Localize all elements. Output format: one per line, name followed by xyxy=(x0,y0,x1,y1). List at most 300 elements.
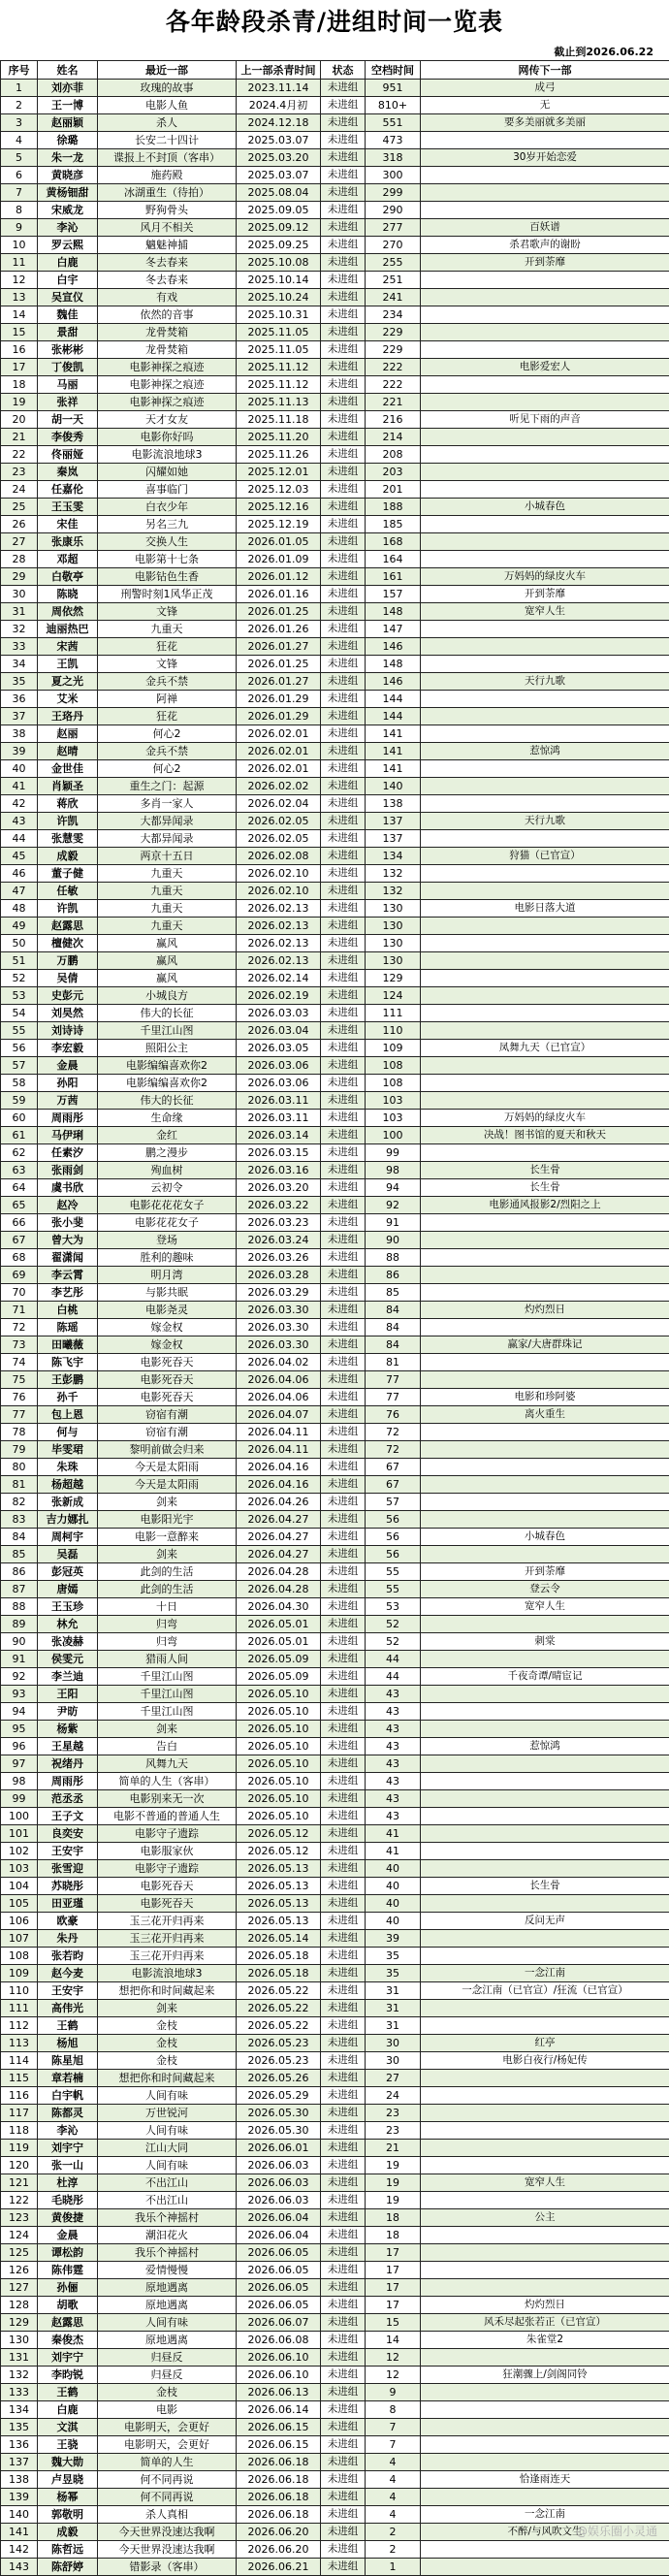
cell-name: 王彭鹏 xyxy=(38,1371,98,1389)
cell-status: 未进组 xyxy=(321,2541,366,2559)
cell-index: 49 xyxy=(1,918,38,935)
cell-wrap-date: 2026.02.13 xyxy=(237,935,321,952)
cell-gap: 300 xyxy=(366,167,421,184)
cell-name: 丁俊凯 xyxy=(38,359,98,376)
cell-name: 宋威龙 xyxy=(38,202,98,219)
cell-status: 未进组 xyxy=(321,2105,366,2122)
cell-latest: 黎明前做会归来 xyxy=(98,1441,237,1459)
table-row xyxy=(1,254,669,272)
cell-index: 103 xyxy=(1,1860,38,1878)
cell-wrap-date: 2026.06.18 xyxy=(237,2471,321,2489)
cell-gap: 56 xyxy=(366,1511,421,1529)
cell-latest: 交换人生 xyxy=(98,533,237,551)
cell-name: 祝绪丹 xyxy=(38,1755,98,1773)
cell-latest: 十日 xyxy=(98,1598,237,1616)
cell-index: 118 xyxy=(1,2122,38,2140)
cell-next: 刺棠 xyxy=(421,1633,669,1651)
table-row xyxy=(1,97,669,114)
cell-status: 未进组 xyxy=(321,865,366,883)
cell-index: 33 xyxy=(1,638,38,656)
cell-status: 未进组 xyxy=(321,2524,366,2541)
cell-next xyxy=(421,533,669,551)
cell-name: 杜淳 xyxy=(38,2174,98,2192)
cell-wrap-date: 2026.06.15 xyxy=(237,2436,321,2454)
cell-latest: 野狗骨头 xyxy=(98,202,237,219)
cell-index: 19 xyxy=(1,394,38,411)
cell-latest: 大都异闻录 xyxy=(98,813,237,830)
cell-wrap-date: 2025.10.24 xyxy=(237,289,321,306)
cell-gap: 103 xyxy=(366,1110,421,1127)
cell-name: 陈瑶 xyxy=(38,1319,98,1336)
table-row xyxy=(1,219,669,237)
cell-gap: 90 xyxy=(366,1232,421,1249)
cell-index: 12 xyxy=(1,272,38,289)
cell-latest: 电影神探之痕迹 xyxy=(98,394,237,411)
cell-gap: 473 xyxy=(366,132,421,149)
table-row xyxy=(1,673,669,691)
cell-name: 秦俊杰 xyxy=(38,2332,98,2349)
cell-next: 红亭 xyxy=(421,2035,669,2052)
cell-status: 未进组 xyxy=(321,1790,366,1808)
cell-index: 65 xyxy=(1,1197,38,1214)
cell-next: 一念江南 xyxy=(421,1965,669,1982)
header-next: 网传下一部 xyxy=(421,61,669,80)
cell-status: 未进组 xyxy=(321,1389,366,1406)
cell-wrap-date: 2025.10.14 xyxy=(237,272,321,289)
cell-latest: 此剑的生活 xyxy=(98,1581,237,1598)
cell-wrap-date: 2025.12.03 xyxy=(237,481,321,499)
cell-wrap-date: 2025.10.08 xyxy=(237,254,321,272)
cell-name: 肖颖圣 xyxy=(38,778,98,795)
cell-next xyxy=(421,1930,669,1948)
cell-latest: 两京十五日 xyxy=(98,848,237,865)
cell-latest: 电影明天，会更好 xyxy=(98,2419,237,2436)
cell-name: 王骁 xyxy=(38,2436,98,2454)
cell-latest: 伟大的长征 xyxy=(98,1005,237,1022)
cell-next xyxy=(421,289,669,306)
cell-gap: 31 xyxy=(366,1982,421,2000)
cell-name: 万鹏 xyxy=(38,952,98,970)
cell-index: 80 xyxy=(1,1459,38,1476)
cell-wrap-date: 2026.05.09 xyxy=(237,1651,321,1668)
table-row xyxy=(1,760,669,778)
cell-wrap-date: 2026.05.22 xyxy=(237,2017,321,2035)
cell-gap: 92 xyxy=(366,1197,421,1214)
cell-next: 惹惊鸿 xyxy=(421,743,669,760)
cell-latest: 金枝 xyxy=(98,2017,237,2035)
cell-latest: 爱情慢慢 xyxy=(98,2262,237,2279)
cell-index: 66 xyxy=(1,1214,38,1232)
cell-wrap-date: 2026.05.13 xyxy=(237,1913,321,1930)
cell-gap: 251 xyxy=(366,272,421,289)
cell-latest: 嫁金权 xyxy=(98,1336,237,1354)
header-name: 姓名 xyxy=(38,61,98,80)
cell-latest: 今天世界没速达我啊 xyxy=(98,2524,237,2541)
cell-latest: 白衣少年 xyxy=(98,499,237,516)
cell-wrap-date: 2026.01.29 xyxy=(237,691,321,708)
cell-gap: 85 xyxy=(366,1284,421,1302)
cell-latest: 千里江山图 xyxy=(98,1022,237,1040)
cell-index: 117 xyxy=(1,2105,38,2122)
cell-latest: 想把你和时间藏起来 xyxy=(98,2070,237,2087)
cell-status: 未进组 xyxy=(321,1494,366,1511)
cell-latest: 剑来 xyxy=(98,2000,237,2017)
cell-wrap-date: 2026.02.13 xyxy=(237,918,321,935)
cell-wrap-date: 2026.03.14 xyxy=(237,1127,321,1144)
cell-latest: 赢风 xyxy=(98,952,237,970)
cell-index: 24 xyxy=(1,481,38,499)
cell-gap: 124 xyxy=(366,987,421,1005)
cell-wrap-date: 2026.05.13 xyxy=(237,1860,321,1878)
cell-index: 96 xyxy=(1,1738,38,1755)
cell-wrap-date: 2026.02.05 xyxy=(237,830,321,848)
cell-status: 未进组 xyxy=(321,289,366,306)
cell-gap: 203 xyxy=(366,464,421,481)
table-row xyxy=(1,918,669,935)
cell-name: 刘宇宁 xyxy=(38,2349,98,2367)
table-row xyxy=(1,2122,669,2140)
cell-gap: 129 xyxy=(366,970,421,987)
cell-status: 未进组 xyxy=(321,691,366,708)
cell-status: 未进组 xyxy=(321,2384,366,2401)
cell-next xyxy=(421,132,669,149)
cell-gap: 4 xyxy=(366,2506,421,2524)
cell-next xyxy=(421,1546,669,1563)
cell-next xyxy=(421,1232,669,1249)
cell-name: 林允 xyxy=(38,1616,98,1633)
cell-wrap-date: 2026.06.18 xyxy=(237,2489,321,2506)
cell-gap: 17 xyxy=(366,2297,421,2314)
cell-next xyxy=(421,1948,669,1965)
cell-gap: 144 xyxy=(366,708,421,725)
cell-latest: 原地遇离 xyxy=(98,2332,237,2349)
cell-index: 104 xyxy=(1,1878,38,1895)
cell-name: 赵今麦 xyxy=(38,1965,98,1982)
table-row xyxy=(1,429,669,446)
table-row xyxy=(1,1144,669,1162)
cell-latest: 杀人 xyxy=(98,114,237,132)
cell-index: 141 xyxy=(1,2524,38,2541)
table-row xyxy=(1,1389,669,1406)
cell-latest: 金枝 xyxy=(98,2052,237,2070)
cell-status: 未进组 xyxy=(321,2471,366,2489)
cell-wrap-date: 2026.06.15 xyxy=(237,2419,321,2436)
cell-index: 73 xyxy=(1,1336,38,1354)
cell-wrap-date: 2026.05.01 xyxy=(237,1616,321,1633)
cell-gap: 108 xyxy=(366,1075,421,1092)
cell-next xyxy=(421,1703,669,1721)
cell-name: 金晨 xyxy=(38,2227,98,2244)
table-row xyxy=(1,2262,669,2279)
cell-wrap-date: 2026.06.03 xyxy=(237,2192,321,2209)
cell-latest: 照阳公主 xyxy=(98,1040,237,1057)
cell-next xyxy=(421,2017,669,2035)
cell-name: 周柯宇 xyxy=(38,1529,98,1546)
cell-index: 7 xyxy=(1,184,38,202)
cell-gap: 110 xyxy=(366,1022,421,1040)
cell-index: 107 xyxy=(1,1930,38,1948)
cell-gap: 109 xyxy=(366,1040,421,1057)
cell-status: 未进组 xyxy=(321,533,366,551)
cell-gap: 241 xyxy=(366,289,421,306)
cell-next xyxy=(421,2122,669,2140)
cell-gap: 31 xyxy=(366,2017,421,2035)
cell-wrap-date: 2026.05.23 xyxy=(237,2035,321,2052)
cell-name: 尹昉 xyxy=(38,1703,98,1721)
cell-wrap-date: 2026.05.22 xyxy=(237,2000,321,2017)
cell-next: 决战！图书馆的夏天和秋天 xyxy=(421,1127,669,1144)
cell-latest: 电影流浪地球3 xyxy=(98,1965,237,1982)
table-row xyxy=(1,1878,669,1895)
cell-index: 119 xyxy=(1,2140,38,2157)
cell-status: 未进组 xyxy=(321,1529,366,1546)
cell-gap: 18 xyxy=(366,2227,421,2244)
cell-status: 未进组 xyxy=(321,1686,366,1703)
cell-index: 52 xyxy=(1,970,38,987)
cell-latest: 电影神探之痕迹 xyxy=(98,376,237,394)
table-row xyxy=(1,1529,669,1546)
cell-next xyxy=(421,1319,669,1336)
cell-status: 未进组 xyxy=(321,621,366,638)
cell-latest: 九重天 xyxy=(98,865,237,883)
table-row xyxy=(1,987,669,1005)
cell-name: 白桃 xyxy=(38,1302,98,1319)
cell-index: 64 xyxy=(1,1179,38,1197)
cell-index: 78 xyxy=(1,1424,38,1441)
cell-name: 李俊秀 xyxy=(38,429,98,446)
cell-index: 36 xyxy=(1,691,38,708)
table-row xyxy=(1,1476,669,1494)
cell-wrap-date: 2026.06.03 xyxy=(237,2157,321,2174)
cell-index: 143 xyxy=(1,2559,38,2576)
table-row xyxy=(1,1913,669,1930)
cell-index: 5 xyxy=(1,149,38,167)
cell-gap: 40 xyxy=(366,1895,421,1913)
cell-latest: 人间有味 xyxy=(98,2157,237,2174)
cell-index: 70 xyxy=(1,1284,38,1302)
cell-next: 不醉/与风吹文生 xyxy=(421,2524,669,2541)
cell-index: 22 xyxy=(1,446,38,464)
cell-gap: 84 xyxy=(366,1336,421,1354)
cell-name: 白敬亭 xyxy=(38,568,98,586)
cell-gap: 99 xyxy=(366,1144,421,1162)
cell-next xyxy=(421,2262,669,2279)
cell-status: 未进组 xyxy=(321,1022,366,1040)
cell-latest: 多肖一家人 xyxy=(98,795,237,813)
cell-wrap-date: 2026.05.22 xyxy=(237,1982,321,2000)
cell-latest: 我乐个神摇村 xyxy=(98,2244,237,2262)
cell-latest: 窃宿有潮 xyxy=(98,1424,237,1441)
table-row xyxy=(1,2000,669,2017)
table-row xyxy=(1,2140,669,2157)
cell-status: 未进组 xyxy=(321,1040,366,1057)
cell-gap: 148 xyxy=(366,656,421,673)
cell-next xyxy=(421,341,669,359)
cell-gap: 67 xyxy=(366,1476,421,1494)
cell-latest: 电影编编喜欢你2 xyxy=(98,1075,237,1092)
cell-gap: 141 xyxy=(366,743,421,760)
cell-index: 63 xyxy=(1,1162,38,1179)
cell-next: 灼灼烈日 xyxy=(421,1302,669,1319)
cell-next: 一念江南（已官宣）/狂流（已官宣） xyxy=(421,1982,669,2000)
cell-status: 未进组 xyxy=(321,2297,366,2314)
cell-latest: 何心2 xyxy=(98,760,237,778)
cell-gap: 164 xyxy=(366,551,421,568)
cell-next: 赢家/大唐群珠记 xyxy=(421,1336,669,1354)
cell-gap: 12 xyxy=(366,2349,421,2367)
cell-gap: 91 xyxy=(366,1214,421,1232)
cell-latest: 伟大的长征 xyxy=(98,1092,237,1110)
cell-latest: 电影服家伙 xyxy=(98,1843,237,1860)
cell-gap: 132 xyxy=(366,865,421,883)
cell-index: 42 xyxy=(1,795,38,813)
cell-next xyxy=(421,2000,669,2017)
cell-wrap-date: 2026.05.14 xyxy=(237,1930,321,1948)
cell-next xyxy=(421,394,669,411)
cell-name: 吴宣仪 xyxy=(38,289,98,306)
table-row xyxy=(1,1930,669,1948)
cell-status: 未进组 xyxy=(321,2140,366,2157)
cell-wrap-date: 2026.02.14 xyxy=(237,970,321,987)
cell-next xyxy=(421,464,669,481)
cell-index: 39 xyxy=(1,743,38,760)
table-row xyxy=(1,411,669,429)
table-row xyxy=(1,1494,669,1511)
table-row xyxy=(1,1581,669,1598)
cell-index: 86 xyxy=(1,1563,38,1581)
cell-wrap-date: 2026.06.01 xyxy=(237,2140,321,2157)
cell-status: 未进组 xyxy=(321,2489,366,2506)
table-row xyxy=(1,533,669,551)
cell-index: 125 xyxy=(1,2244,38,2262)
cell-latest: 小城良方 xyxy=(98,987,237,1005)
cell-status: 未进组 xyxy=(321,2209,366,2227)
cell-wrap-date: 2026.05.26 xyxy=(237,2070,321,2087)
cell-status: 未进组 xyxy=(321,1563,366,1581)
cell-latest: 与影共眠 xyxy=(98,1284,237,1302)
cell-gap: 18 xyxy=(366,2209,421,2227)
cell-status: 未进组 xyxy=(321,1808,366,1825)
cell-status: 未进组 xyxy=(321,2087,366,2105)
cell-gap: 43 xyxy=(366,1790,421,1808)
cell-status: 未进组 xyxy=(321,900,366,918)
cell-name: 田亚瑾 xyxy=(38,1895,98,1913)
cell-next xyxy=(421,516,669,533)
cell-status: 未进组 xyxy=(321,1214,366,1232)
cell-status: 未进组 xyxy=(321,2314,366,2332)
page-title: 各年龄段杀青/进组时间一览表 xyxy=(0,0,669,45)
table-row xyxy=(1,1040,669,1057)
cell-gap: 76 xyxy=(366,1406,421,1424)
cell-status: 未进组 xyxy=(321,2000,366,2017)
cell-latest: 窃宿有潮 xyxy=(98,1406,237,1424)
cell-latest: 电影花花花女子 xyxy=(98,1197,237,1214)
cell-name: 马伊琍 xyxy=(38,1127,98,1144)
cell-gap: 161 xyxy=(366,568,421,586)
cell-status: 未进组 xyxy=(321,1267,366,1284)
cell-gap: 19 xyxy=(366,2174,421,2192)
cell-latest: 剑来 xyxy=(98,1721,237,1738)
cell-status: 未进组 xyxy=(321,2227,366,2244)
cell-name: 黄俊捷 xyxy=(38,2209,98,2227)
cell-wrap-date: 2026.05.10 xyxy=(237,1755,321,1773)
cell-latest: 人间有味 xyxy=(98,2122,237,2140)
cell-gap: 7 xyxy=(366,2419,421,2436)
cell-wrap-date: 2026.05.13 xyxy=(237,1895,321,1913)
cell-gap: 146 xyxy=(366,673,421,691)
cell-index: 111 xyxy=(1,2000,38,2017)
cell-status: 未进组 xyxy=(321,202,366,219)
table-row xyxy=(1,551,669,568)
cell-next xyxy=(421,2140,669,2157)
table-row xyxy=(1,743,669,760)
cell-latest: 千里江山图 xyxy=(98,1668,237,1686)
cell-status: 未进组 xyxy=(321,341,366,359)
table-row xyxy=(1,2541,669,2559)
cell-index: 59 xyxy=(1,1092,38,1110)
cell-index: 83 xyxy=(1,1511,38,1529)
cell-index: 75 xyxy=(1,1371,38,1389)
cell-index: 87 xyxy=(1,1581,38,1598)
cell-wrap-date: 2026.06.03 xyxy=(237,2174,321,2192)
cell-gap: 108 xyxy=(366,1057,421,1075)
table-row xyxy=(1,1546,669,1563)
cell-index: 25 xyxy=(1,499,38,516)
cell-gap: 299 xyxy=(366,184,421,202)
cell-index: 61 xyxy=(1,1127,38,1144)
cell-status: 未进组 xyxy=(321,1738,366,1755)
cell-wrap-date: 2026.04.06 xyxy=(237,1371,321,1389)
cell-latest: 闪耀如她 xyxy=(98,464,237,481)
cell-name: 黄杨钿甜 xyxy=(38,184,98,202)
cell-latest: 玫瑰的故事 xyxy=(98,80,237,97)
cell-index: 9 xyxy=(1,219,38,237)
cell-next: 万妈妈的绿皮火车 xyxy=(421,1110,669,1127)
cell-status: 未进组 xyxy=(321,97,366,114)
cell-latest: 杀人真相 xyxy=(98,2506,237,2524)
cell-next xyxy=(421,725,669,743)
table-row xyxy=(1,638,669,656)
cell-name: 白宇 xyxy=(38,272,98,289)
table-row xyxy=(1,2297,669,2314)
cell-gap: 4 xyxy=(366,2454,421,2471)
cell-index: 26 xyxy=(1,516,38,533)
table-row xyxy=(1,1651,669,1668)
table-row xyxy=(1,935,669,952)
cell-next xyxy=(421,970,669,987)
cell-latest: 猎雨人间 xyxy=(98,1651,237,1668)
table-row xyxy=(1,1703,669,1721)
cell-latest: 电影不普通的普通人生 xyxy=(98,1808,237,1825)
cell-status: 未进组 xyxy=(321,813,366,830)
cell-next: 狂潮骤上/剑阁同铃 xyxy=(421,2367,669,2384)
cell-latest: 阿禅 xyxy=(98,691,237,708)
table-row xyxy=(1,2454,669,2471)
cell-gap: 14 xyxy=(366,2332,421,2349)
cell-gap: 72 xyxy=(366,1441,421,1459)
cell-gap: 1 xyxy=(366,2559,421,2576)
cell-latest: 施药殿 xyxy=(98,167,237,184)
table-row xyxy=(1,2052,669,2070)
cell-next xyxy=(421,1476,669,1494)
cell-wrap-date: 2026.01.25 xyxy=(237,656,321,673)
cell-name: 刘宇宁 xyxy=(38,2140,98,2157)
cell-next xyxy=(421,1755,669,1773)
cell-name: 朱一龙 xyxy=(38,149,98,167)
cell-gap: 43 xyxy=(366,1808,421,1825)
cell-name: 任敏 xyxy=(38,883,98,900)
cell-gap: 19 xyxy=(366,2192,421,2209)
